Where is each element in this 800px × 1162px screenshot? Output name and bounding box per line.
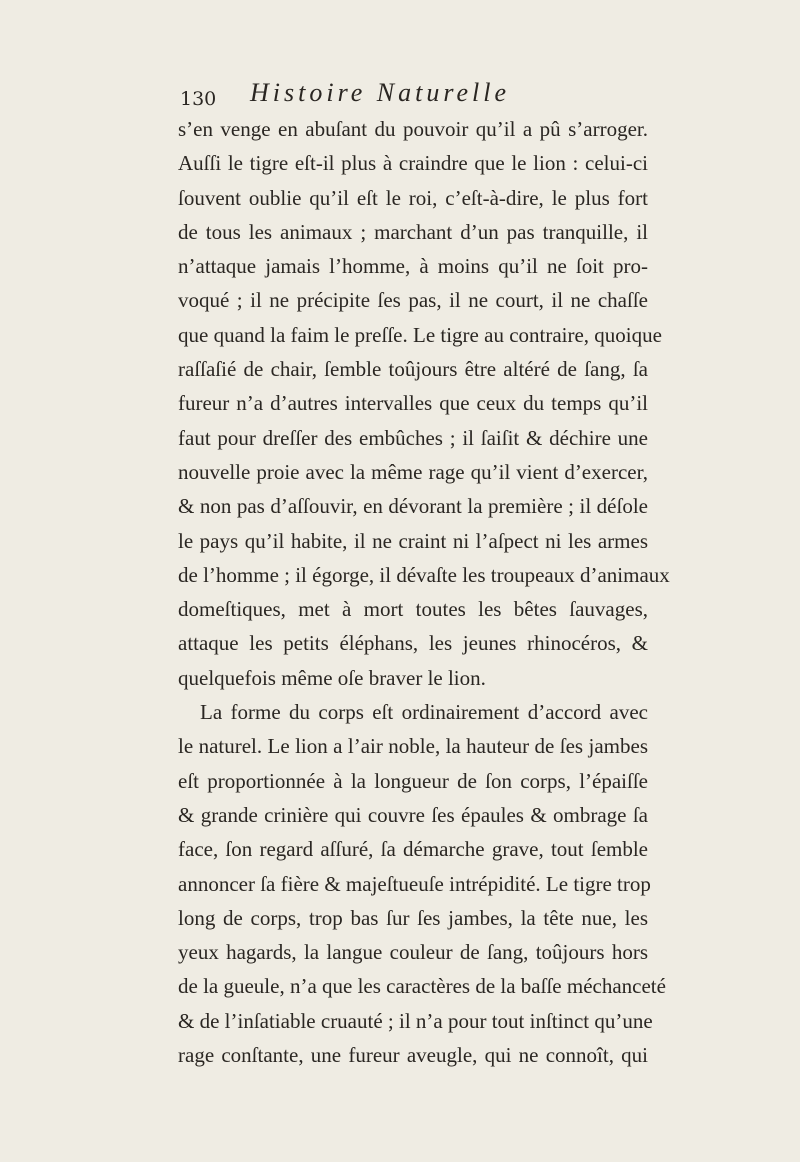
text-line: domeſtiques, met à mort toutes les bêtes ſauvages, (178, 597, 648, 622)
text-line: Auſſi le tigre eſt-il plus à craindre que le lion : celui-ci (178, 151, 648, 176)
text-line: n’attaque jamais l’homme, à moins qu’il ne ſoit pro- (178, 254, 648, 279)
text-line: raſſaſié de chair, ſemble toûjours être altéré de ſang, ſa (178, 357, 648, 382)
text-line: que quand la faim le preſſe. Le tigre au contraire, quoique (178, 322, 662, 347)
text-line: s’en venge en abuſant du pouvoir qu’il a pû s’arroger. (178, 117, 648, 141)
text-line: yeux hagards, la langue couleur de ſang, toûjours hors (178, 940, 648, 965)
text-line: face, ſon regard aſſuré, ſa démarche grave, tout ſemble (178, 837, 648, 862)
text-line: attaque les petits éléphans, les jeunes rhinocéros, & (178, 631, 648, 656)
text-line: & non pas d’aſſouvir, en dévorant la première ; il déſole (178, 494, 648, 519)
text-line: faut pour dreſſer des embûches ; il ſaiſit & déchire une (178, 425, 648, 450)
text-line: le naturel. Le lion a l’air noble, la hauteur de ſes jambes (178, 734, 648, 759)
page-number: 130 (180, 88, 217, 110)
text-line: quelquefois même oſe braver le lion. (178, 665, 486, 690)
text-line: ſouvent oublie qu’il eſt le roi, c’eſt-à-dire, le plus fort (178, 185, 648, 210)
text-line: le pays qu’il habite, il ne craint ni l’aſpect ni les armes (178, 528, 648, 553)
text-line: de tous les animaux ; marchant d’un pas tranquille, il (178, 219, 648, 244)
text-line: de la gueule, n’a que les caractères de la baſſe méchanceté (178, 974, 666, 999)
body-text (178, 112, 670, 1072)
running-title: Histoire Naturelle (250, 78, 511, 107)
text-line: & grande crinière qui couvre ſes épaules & ombrage ſa (178, 802, 648, 827)
text-line: eſt proportionnée à la longueur de ſon corps, l’épaiſſe (178, 768, 648, 793)
text-line: La forme du corps eſt ordinairement d’accord avec (200, 700, 648, 725)
text-line: & de l’inſatiable cruauté ; il n’a pour tout inſtinct qu’une (178, 1008, 653, 1033)
text-line: de l’homme ; il égorge, il dévaſte les troupeaux d’animaux (178, 562, 670, 587)
text-line: rage conſtante, une fureur aveugle, qui ne connoît, qui (178, 1043, 648, 1068)
text-line: long de corps, trop bas ſur ſes jambes, la tête nue, les (178, 905, 648, 930)
text-line: nouvelle proie avec la même rage qu’il vient d’exercer, (178, 459, 648, 484)
text-line: fureur n’a d’autres intervalles que ceux du temps qu’il (178, 391, 648, 416)
text-line: voqué ; il ne précipite ſes pas, il ne court, il ne chaſſe (178, 288, 648, 313)
text-line: annoncer ſa fière & majeſtueuſe intrépidité. Le tigre trop (178, 871, 651, 896)
